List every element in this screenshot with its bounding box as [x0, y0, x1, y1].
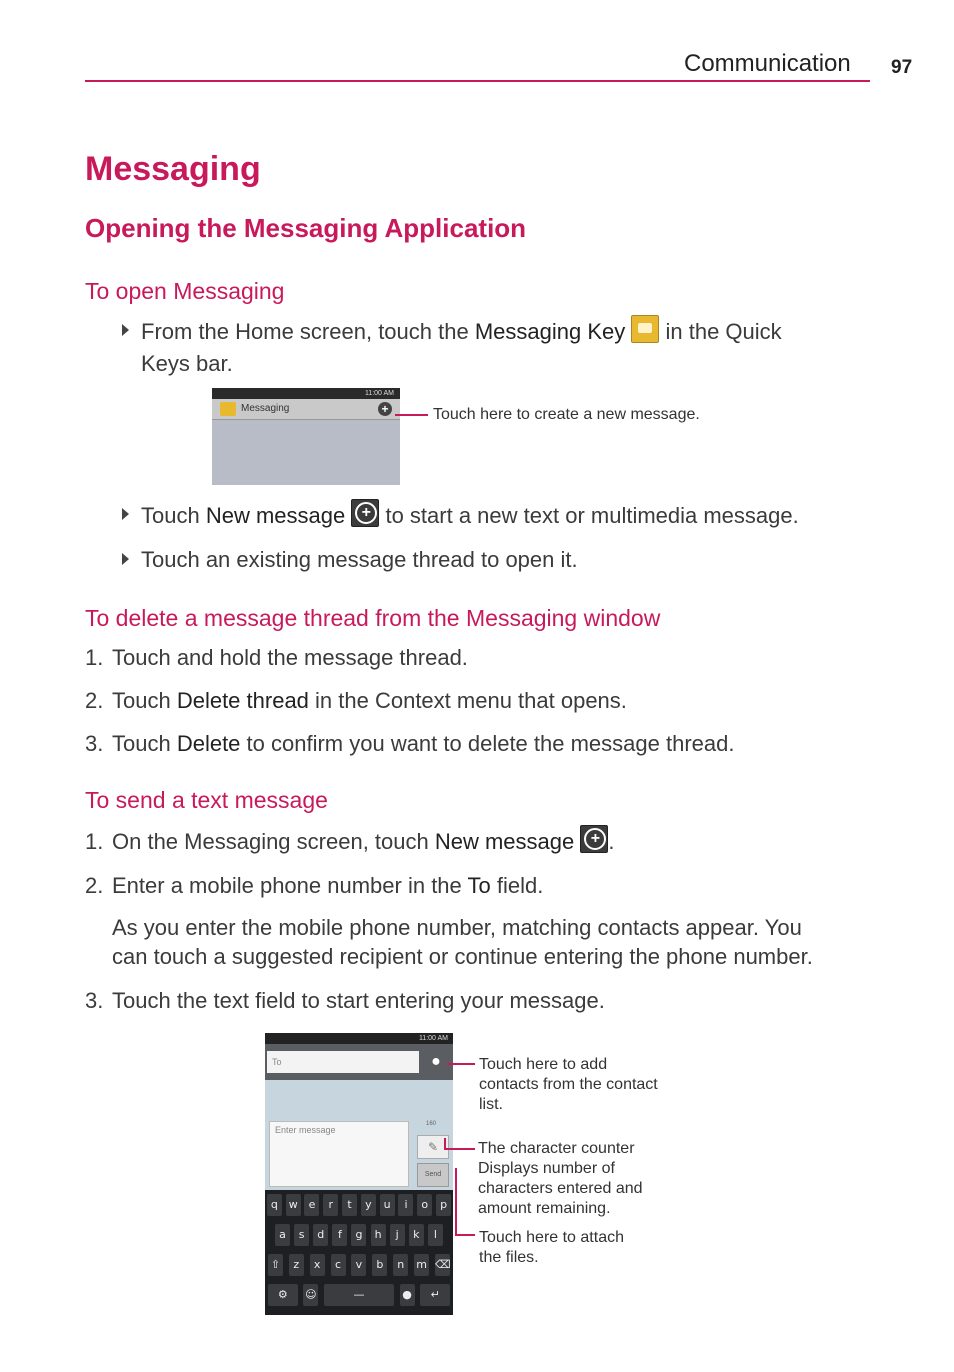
keyboard-key[interactable]: i — [398, 1194, 413, 1216]
compose-screenshot — [265, 1033, 453, 1315]
bullet1-line2: Keys bar. — [141, 351, 233, 376]
delete-step-1 — [85, 642, 468, 674]
keyboard-key[interactable]: h — [371, 1224, 386, 1246]
space-key[interactable]: — — [324, 1284, 394, 1306]
callout-line-text: the files. — [479, 1249, 539, 1266]
callout-line — [444, 1148, 475, 1150]
keyboard-key[interactable]: v — [351, 1254, 366, 1276]
send-step-2 — [85, 870, 543, 902]
keyboard-key[interactable]: d — [313, 1224, 328, 1246]
step-number: 3. — [85, 731, 104, 756]
step-text-post: to confirm you want to delete the message thread. — [240, 731, 735, 756]
send-step-1 — [85, 825, 615, 858]
send-heading: To send a text message — [85, 787, 328, 813]
step-text: Touch and hold the message thread. — [112, 645, 468, 670]
keyboard-key[interactable]: o — [417, 1194, 432, 1216]
step-number: 2. — [85, 688, 104, 713]
keyboard-key[interactable]: y — [361, 1194, 376, 1216]
enter-key[interactable]: ↵ — [420, 1284, 450, 1306]
to-field-label: To — [467, 873, 491, 898]
keyboard-key[interactable]: s — [294, 1224, 309, 1246]
compose-field[interactable]: Enter message — [269, 1121, 409, 1187]
counter-callout — [478, 1139, 643, 1219]
callout-line-text: contacts from the contact — [479, 1076, 658, 1093]
callout-line-text: The character counter — [478, 1140, 635, 1157]
mic-key[interactable]: ● — [400, 1284, 415, 1306]
keyboard-key[interactable]: k — [409, 1224, 424, 1246]
new-message-callout: Touch here to create a new message. — [433, 406, 700, 423]
messaging-bar-title: Messaging — [241, 403, 290, 414]
keyboard-key[interactable]: g — [351, 1224, 366, 1246]
status-time: 11:00 AM — [364, 390, 394, 397]
callout-line — [455, 1168, 457, 1236]
open-bullet-2 — [120, 499, 900, 532]
step-text-post: field. — [490, 873, 544, 898]
header-rule — [85, 80, 870, 82]
callout-line-text: list. — [479, 1096, 503, 1113]
keyboard-key[interactable]: m — [414, 1254, 429, 1276]
delete-thread-label: Delete thread — [176, 688, 309, 713]
open-bullet-3 — [120, 544, 880, 576]
callout-line-text: amount remaining. — [478, 1200, 611, 1217]
keyboard-key[interactable]: l — [428, 1224, 443, 1246]
keyboard-key[interactable]: e — [304, 1194, 319, 1216]
add-contact-icon[interactable]: ● — [431, 1053, 441, 1070]
messaging-key-label: Messaging Key — [474, 319, 626, 344]
send-step-2-note — [112, 913, 902, 971]
send-button[interactable]: Send — [417, 1163, 449, 1187]
running-header-section: Communication — [684, 50, 851, 77]
step-text: Enter a mobile phone number in the — [112, 873, 468, 898]
contacts-callout — [479, 1055, 658, 1115]
keyboard-key[interactable]: r — [323, 1194, 338, 1216]
keyboard-key[interactable]: ⇧ — [268, 1254, 283, 1276]
keyboard-row-2 — [265, 1224, 453, 1246]
status-time: 11:00 AM — [418, 1035, 448, 1042]
page-number: 97 — [891, 57, 913, 78]
keyboard-key[interactable]: z — [289, 1254, 304, 1276]
callout-line-text: Displays number of — [478, 1160, 615, 1177]
step-text: Touch — [112, 688, 177, 713]
settings-key[interactable]: ⚙ — [268, 1284, 298, 1306]
emoji-key[interactable]: ☺ — [303, 1284, 318, 1306]
callout-line-text: characters entered and — [478, 1180, 643, 1197]
bullet2-post: to start a new text or multimedia message. — [379, 503, 799, 528]
callout-line-text: Touch here to add — [479, 1056, 608, 1073]
new-message-icon — [580, 825, 608, 853]
send-step-3 — [85, 985, 605, 1017]
status-bar — [265, 1033, 453, 1044]
open-heading: To open Messaging — [85, 278, 285, 304]
step-number: 1. — [85, 645, 104, 670]
delete-label: Delete — [176, 731, 241, 756]
step-text-post: . — [608, 829, 615, 854]
keyboard-key[interactable]: q — [267, 1194, 282, 1216]
keyboard-key[interactable]: n — [393, 1254, 408, 1276]
step-text: Touch the text field to start entering your message. — [112, 988, 605, 1013]
step-text-post: in the Context menu that opens. — [308, 688, 627, 713]
status-bar — [212, 388, 400, 399]
bullet-triangle-icon — [122, 508, 129, 520]
messaging-key-icon — [631, 315, 659, 343]
keyboard-key[interactable]: w — [286, 1194, 301, 1216]
keyboard-row-4 — [265, 1284, 453, 1306]
new-message-label: New message — [205, 503, 346, 528]
step-number: 2. — [85, 873, 104, 898]
keyboard-key[interactable]: b — [372, 1254, 387, 1276]
delete-heading: To delete a message thread from the Messaging window — [85, 605, 661, 631]
bullet1-pre: From the Home screen, touch the — [141, 319, 475, 344]
step-number: 3. — [85, 988, 104, 1013]
callout-line — [395, 414, 428, 416]
keyboard-key[interactable]: p — [436, 1194, 451, 1216]
keyboard-key[interactable]: u — [380, 1194, 395, 1216]
bullet3-text: Touch an existing message thread to open it. — [141, 547, 578, 572]
character-counter: 160 — [425, 1121, 436, 1127]
keyboard-row-1 — [265, 1194, 453, 1216]
keyboard-key[interactable]: a — [275, 1224, 290, 1246]
callout-line-text: Touch here to attach — [479, 1229, 624, 1246]
page-title: Messaging — [85, 150, 261, 188]
keyboard-key[interactable]: ⌫ — [435, 1254, 450, 1276]
bullet2-pre: Touch — [141, 503, 206, 528]
section-subtitle: Opening the Messaging Application — [85, 213, 527, 243]
keyboard-row-3 — [265, 1254, 453, 1276]
bullet-triangle-icon — [122, 553, 129, 565]
note-line-1: As you enter the mobile phone number, matching contacts appear. You — [112, 915, 802, 940]
attach-button[interactable]: ✎ — [417, 1135, 449, 1159]
step-number: 1. — [85, 829, 104, 854]
step-text: On the Messaging screen, touch — [112, 829, 435, 854]
keyboard-key[interactable]: c — [331, 1254, 346, 1276]
to-field[interactable]: To — [267, 1051, 419, 1073]
on-screen-keyboard — [265, 1190, 453, 1315]
keyboard-key[interactable]: x — [310, 1254, 325, 1276]
bullet1-post: in the Quick — [659, 319, 782, 344]
callout-line — [455, 1234, 475, 1236]
bullet-triangle-icon — [122, 324, 129, 336]
note-line-2: can touch a suggested recipient or continue entering the phone number. — [112, 944, 813, 969]
callout-line — [447, 1063, 475, 1065]
keyboard-key[interactable]: j — [390, 1224, 405, 1246]
new-message-label: New message — [434, 829, 575, 854]
attach-callout — [479, 1228, 624, 1268]
keyboard-key[interactable]: f — [332, 1224, 347, 1246]
keyboard-key[interactable]: t — [342, 1194, 357, 1216]
delete-step-2 — [85, 685, 627, 717]
step-text: Touch — [112, 731, 177, 756]
new-message-icon[interactable]: + — [378, 402, 392, 416]
delete-step-3 — [85, 728, 734, 760]
new-message-icon — [351, 499, 379, 527]
messaging-screenshot — [212, 388, 400, 485]
open-bullet-1 — [120, 315, 880, 380]
messaging-app-icon — [220, 402, 236, 416]
